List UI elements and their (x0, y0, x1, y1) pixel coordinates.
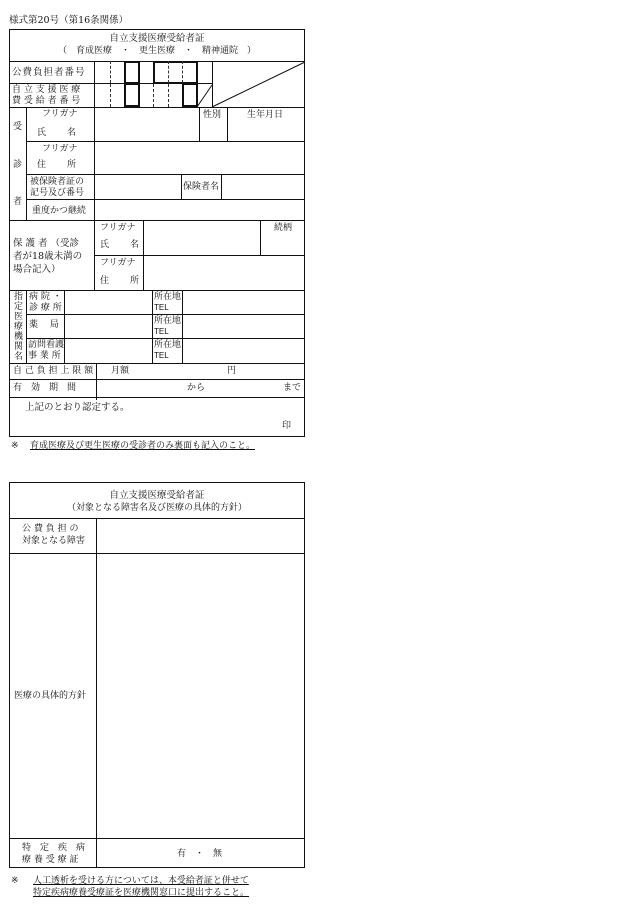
relation-label: 続柄 (274, 223, 293, 233)
void-diagonal-lines (196, 61, 306, 108)
target-disability-label-1: 公 費 負 担 の (22, 524, 79, 534)
patient-address-label: 住 所 (37, 160, 78, 170)
pharmacy-location-label: 所在地 (154, 316, 182, 326)
designated-side-7: 名 (14, 352, 24, 362)
designated-side-2: 定 (14, 302, 24, 312)
monthly-label: 月額 (111, 366, 130, 376)
payer-digit-box[interactable] (124, 61, 140, 84)
guardian-label-3: 場合記入） (13, 264, 61, 275)
hospital-location-label: 所在地 (154, 292, 182, 302)
designated-side-1: 指 (14, 292, 24, 302)
payer-number-label: 公費負担者番号 (12, 67, 86, 78)
patient-side-1: 受 (13, 122, 23, 132)
visiting-nurse-label-1: 訪問看護 (28, 340, 65, 350)
insurance-label-1: 被保険者証の (30, 177, 85, 187)
treatment-policy-label: 医療の具体的方針 (14, 691, 87, 701)
validity-label: 有 効 期 間 (13, 383, 77, 393)
guardian-furigana-label: フリガナ (100, 223, 136, 233)
yen-label: 円 (227, 366, 237, 376)
visiting-nurse-label-2: 事 業 所 (28, 351, 61, 361)
back-title: 自立支援医療受給者証 (109, 490, 205, 501)
pharmacy-tel-label: TEL (154, 327, 169, 336)
designated-side-4: 療 (14, 322, 24, 332)
guardian-address-furigana: フリガナ (100, 258, 136, 268)
designated-side-3: 医 (14, 312, 24, 322)
pharmacy-label: 薬 局 (29, 320, 59, 330)
certificate-title: 自立支援医療受給者証 (109, 33, 205, 44)
guardian-name-label: 氏 名 (100, 240, 141, 250)
patient-side-2: 診 (13, 160, 23, 170)
hospital-label-1: 病 院 ・ (29, 292, 62, 302)
insurance-label-2: 記号及び番号 (30, 188, 85, 198)
certify-statement: 上記のとおり認定する。 (25, 402, 130, 413)
recipient-number-label-2: 費 受 給 者 番 号 (12, 96, 81, 106)
patient-address-furigana: フリガナ (42, 144, 78, 154)
designated-side-5: 機 (14, 332, 24, 342)
recipient-digit-box[interactable] (124, 83, 140, 107)
note-1: 育成医療及び更生医療の受診者のみ裏面も記入のこと。 (30, 441, 256, 451)
form-number-label: 様式第20号（第16条関係） (9, 15, 129, 26)
back-subtitle: （対象となる障害名及び医療の具体的方針） (66, 503, 247, 513)
note-2-line-1: 人工透析を受ける方については、本受給者証と併せて (33, 876, 249, 886)
sex-label: 性別 (203, 110, 222, 120)
hospital-label-2: 診 療 所 (29, 303, 62, 313)
payer-digit-box-group[interactable] (153, 61, 198, 84)
birth-label: 生年月日 (247, 110, 284, 120)
patient-furigana-label: フリガナ (42, 109, 78, 119)
guardian-label-2: 者が18歳未満の (13, 251, 83, 262)
validity-to: まで (283, 383, 302, 393)
visiting-tel-label: TEL (154, 351, 169, 360)
designated-side-6: 関 (14, 342, 24, 352)
guardian-address-label: 住 所 (100, 276, 141, 286)
insurer-label: 保険者名 (183, 182, 220, 192)
visiting-location-label: 所在地 (154, 340, 182, 350)
note-mark-1: ※ (11, 441, 19, 451)
note-2-line-2: 特定疾病療養受療証を医療機関窓口に提出すること。 (33, 888, 250, 898)
guardian-label-1: 保 護 者 （受診 (13, 238, 80, 249)
seal-mark: 印 (282, 421, 292, 431)
specific-disease-label-1: 特 定 疾 病 (22, 843, 86, 853)
patient-side-3: 者 (13, 197, 23, 207)
recipient-number-label-1: 自 立 支 援 医 療 (12, 85, 81, 95)
copay-limit-label: 自 己 負 担 上 限 額 (13, 366, 94, 376)
yes-no-option[interactable]: 有 ・ 無 (177, 849, 223, 859)
patient-name-label: 氏 名 (37, 128, 78, 138)
specific-disease-label-2: 療 養 受 療 証 (22, 855, 79, 865)
certificate-subtitle: （ 育成医療 ・ 更生医療 ・ 精神通院 ） (57, 46, 256, 56)
target-disability-label-2: 対象となる障害 (22, 536, 86, 546)
validity-from: から (187, 383, 206, 393)
note-mark-2: ※ (11, 876, 19, 886)
severe-continuous-label: 重度かつ継続 (32, 206, 87, 216)
hospital-tel-label: TEL (154, 303, 169, 312)
